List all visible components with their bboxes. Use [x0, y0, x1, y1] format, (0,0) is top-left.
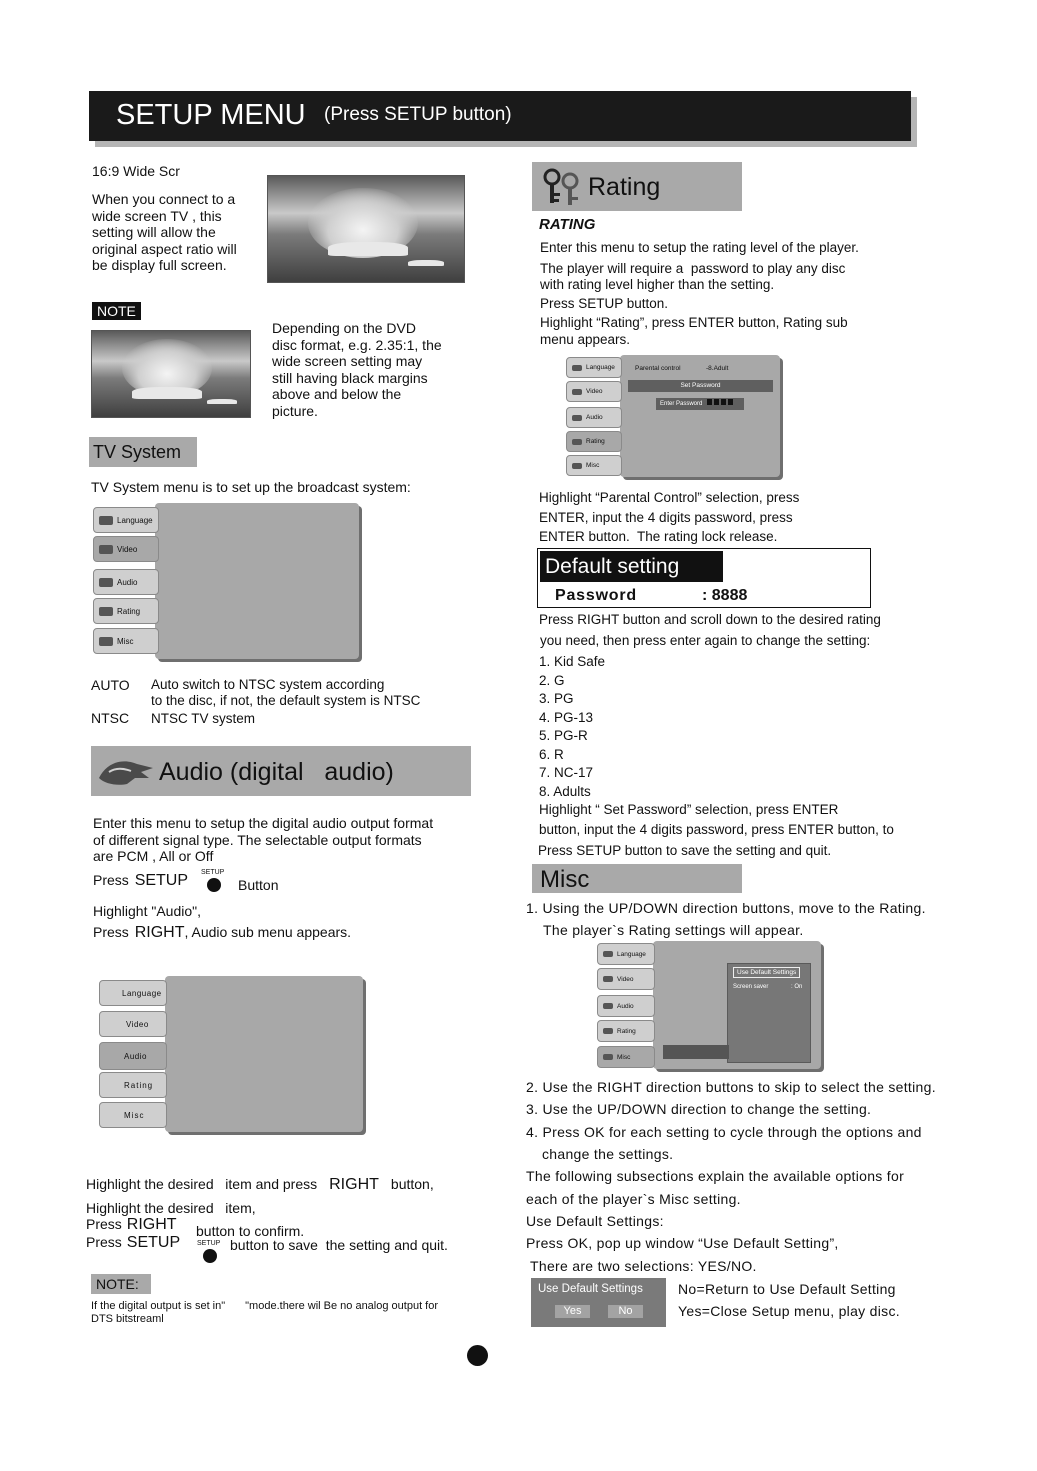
audio-step-3: Press RIGHT	[86, 1216, 177, 1233]
misc-p3: Use Default Settings:	[526, 1213, 664, 1229]
auto-desc-1: Auto switch to NTSC system according	[151, 677, 385, 692]
keys-icon	[540, 167, 584, 207]
screen-saver-label: Screen saver	[733, 984, 769, 990]
misc-menu-tab-language[interactable]: Language	[597, 943, 655, 965]
speaker-icon	[99, 578, 113, 587]
page-number-dot	[467, 1345, 488, 1366]
rating-p7c: Press SETUP button to save the setting and quit.	[538, 843, 832, 858]
menu-tab-misc[interactable]: Misc	[93, 628, 159, 654]
tv-system-menu-screen	[93, 503, 360, 661]
auto-desc-2: to the disc, if not, the default system is NTSC	[151, 693, 421, 708]
rating-levels-list	[539, 653, 605, 801]
misc-menu-tab-audio[interactable]: Audio	[597, 995, 655, 1017]
audio-note-line-1: If the digital output is set in" "mode.there wil Be no analog output for	[91, 1300, 439, 1312]
misc-menu-tab-rating[interactable]: Rating	[597, 1020, 655, 1042]
press-setup-suffix: Button	[238, 877, 279, 893]
setup-button-icon-2	[203, 1249, 217, 1263]
audio-step-4-suffix: button to save the setting and quit.	[230, 1237, 448, 1253]
misc-step-4a: 4. Press OK for each setting to cycle through the options and	[526, 1124, 922, 1140]
ntsc-label: NTSC	[91, 710, 130, 726]
screen-enter-password[interactable]: Enter Password	[656, 398, 744, 410]
page-title: SETUP MENU	[116, 99, 306, 131]
audio-menu-screen	[99, 976, 367, 1134]
audio-heading-box	[91, 746, 471, 796]
highlight-audio-text: Highlight "Audio",	[93, 903, 202, 919]
banner	[89, 91, 911, 141]
auto-label: AUTO	[91, 677, 130, 693]
audio-step-4: Press SETUP	[86, 1234, 181, 1251]
rating-level: 5. PG-R	[539, 728, 588, 743]
popup-title: Use Default Settings	[538, 1283, 643, 1295]
audio-intro: Enter this menu to setup the digital audio output format of different signal type. The selectable output formats are PCM , All or Off	[93, 815, 434, 864]
audio-note-line-2: DTS bitstreaml	[91, 1313, 164, 1325]
misc-menu-tab-misc[interactable]: Misc	[597, 1046, 655, 1068]
rating-level: 2. G	[539, 672, 565, 688]
popup-yes-desc: Yes=Close Setup menu, play disc.	[678, 1303, 900, 1319]
audio-step-2: Highlight the desired item,	[86, 1200, 256, 1216]
audio-menu-tab-video[interactable]: Video	[99, 1011, 167, 1037]
rating-p2b: with rating level higher than the setting.	[540, 277, 775, 292]
press-right-line: Press RIGHT, Audio sub menu appears.	[93, 924, 352, 941]
eye-icon	[99, 516, 113, 525]
tv-system-intro: TV System menu is to set up the broadcast system:	[91, 479, 411, 495]
password-value: : 8888	[702, 587, 748, 604]
default-setting-heading: Default setting	[545, 555, 680, 578]
misc-step-1a: 1. Using the UP/DOWN direction buttons, move to the Rating.	[526, 900, 926, 916]
misc-p2: each of the player`s Misc setting.	[526, 1191, 741, 1207]
misc-step-3: 3. Use the UP/DOWN direction to change the setting.	[526, 1101, 872, 1117]
setup-key-caption-2: SETUP	[197, 1240, 221, 1247]
tv-system-heading-box	[89, 437, 197, 467]
misc-p5: There are two selections: YES/NO.	[530, 1258, 757, 1274]
rating-p2a: The player will require a password to play any disc	[540, 261, 846, 276]
screen-parental-value: -8.Adult	[706, 365, 729, 372]
misc-menu-screen	[597, 941, 823, 1071]
rating-menu-screen	[566, 355, 782, 480]
page-subtitle: (Press SETUP button)	[324, 104, 512, 125]
press-setup-line: Press SETUP	[93, 872, 189, 889]
audio-menu-tab-audio[interactable]: Audio	[99, 1042, 167, 1070]
rating-level: 8. Adults	[539, 783, 591, 799]
rating-heading: Rating	[588, 173, 661, 201]
audio-step-1: Highlight the desired item and press RIGHT button,	[86, 1176, 434, 1193]
misc-heading: Misc	[540, 866, 590, 893]
audio-note-label: NOTE:	[96, 1276, 139, 1292]
rating-p7a: Highlight “ Set Password” selection, press ENTER	[539, 802, 839, 817]
rating-p5c: ENTER button. The rating lock release.	[539, 529, 778, 544]
rating-heading-box	[532, 162, 742, 211]
letterbox-photo	[91, 330, 251, 418]
rating-p5b: ENTER, input the 4 digits password, press	[539, 510, 793, 525]
popup-yes-button[interactable]: Yes	[555, 1305, 590, 1318]
misc-menu-tab-video[interactable]: Video	[597, 968, 655, 990]
screen-set-password[interactable]: Set Password	[628, 380, 773, 392]
audio-heading: Audio (digital audio)	[159, 758, 394, 786]
rating-p1: Enter this menu to setup the rating level of the player.	[540, 240, 859, 255]
popup-no-button[interactable]: No	[608, 1305, 643, 1318]
misc-p1: The following subsections explain the available options for	[526, 1168, 905, 1184]
rating-menu-tab-misc[interactable]: Misc	[566, 455, 622, 476]
ntsc-desc: NTSC TV system	[151, 711, 256, 726]
lock-icon	[99, 607, 113, 616]
default-setting-heading-box	[540, 551, 723, 582]
menu-tab-video[interactable]: Video	[93, 536, 159, 562]
misc-step-4b: change the settings.	[542, 1146, 674, 1162]
menu-tab-audio[interactable]: Audio	[93, 569, 159, 595]
menu-tab-rating[interactable]: Rating	[93, 598, 159, 624]
rating-level: 7. NC-17	[539, 765, 594, 780]
rating-p5a: Highlight “Parental Control” selection, press	[539, 490, 800, 505]
setup-key-caption: SETUP	[201, 869, 225, 876]
rating-level: 4. PG-13	[539, 709, 594, 725]
misc-step-1b: The player`s Rating settings will appear.	[543, 922, 804, 938]
tv-system-heading: TV System	[93, 442, 182, 462]
rating-p6b: you need, then press enter again to change the setting:	[540, 633, 871, 648]
audio-step-3-suffix: button to confirm.	[196, 1223, 305, 1239]
wide-screen-photo	[267, 175, 465, 283]
rating-p4a: Highlight “Rating”, press ENTER button, Rating sub	[540, 315, 848, 330]
popup-no-desc: No=Return to Use Default Setting	[678, 1281, 896, 1297]
rating-menu-tab-video[interactable]: Video	[566, 381, 622, 402]
wide-note-body: Depending on the DVD disc format, e.g. 2.35:1, the wide screen setting may still having black margins above and below the picture.	[272, 320, 442, 419]
rating-p7b: button, input the 4 digits password, press ENTER button, to	[539, 822, 894, 837]
hand-icon	[97, 754, 155, 788]
audio-note-box	[91, 1274, 151, 1294]
rating-p3: Press SETUP button.	[540, 296, 669, 311]
rating-level: 6. R	[539, 746, 564, 762]
audio-menu-tab-misc[interactable]: Misc	[99, 1102, 167, 1128]
default-setting-box	[537, 548, 871, 608]
misc-p4: Press OK, pop up window “Use Default Setting”,	[526, 1235, 839, 1251]
wide-body: When you connect to a wide screen TV , this setting will allow the original aspect ratio will be display full screen.	[92, 191, 237, 273]
misc-icon	[99, 637, 113, 646]
rating-menu-tab-rating[interactable]: Rating	[566, 431, 622, 452]
audio-menu-tab-rating[interactable]: Rating	[99, 1072, 167, 1098]
rating-p4b: menu appears.	[540, 332, 631, 347]
setup-button-icon	[207, 878, 221, 892]
rating-subheading: RATING	[539, 216, 596, 233]
password-label: Password	[555, 587, 637, 604]
menu-tab-language[interactable]: Language	[93, 507, 159, 533]
rating-level: 1. Kid Safe	[539, 654, 606, 669]
wide-note-label: NOTE	[92, 302, 141, 320]
rating-p6a: Press RIGHT button and scroll down to the desired rating	[539, 612, 881, 627]
screen-parental-control: Parental control	[635, 365, 681, 372]
tv-icon	[99, 545, 113, 554]
audio-menu-tab-language[interactable]: Language	[99, 980, 167, 1006]
wide-heading: 16:9 Wide Scr	[92, 163, 180, 179]
rating-level: 3. PG	[539, 691, 574, 706]
misc-step-2: 2. Use the RIGHT direction buttons to skip to select the setting.	[526, 1079, 936, 1095]
use-default-popup	[531, 1278, 666, 1327]
screen-use-default-settings[interactable]: Use Default Settings	[733, 967, 800, 978]
misc-heading-box	[532, 864, 742, 893]
rating-menu-tab-audio[interactable]: Audio	[566, 407, 622, 428]
rating-menu-tab-language[interactable]: Language	[566, 357, 622, 378]
screen-saver-value: : On	[791, 984, 803, 990]
